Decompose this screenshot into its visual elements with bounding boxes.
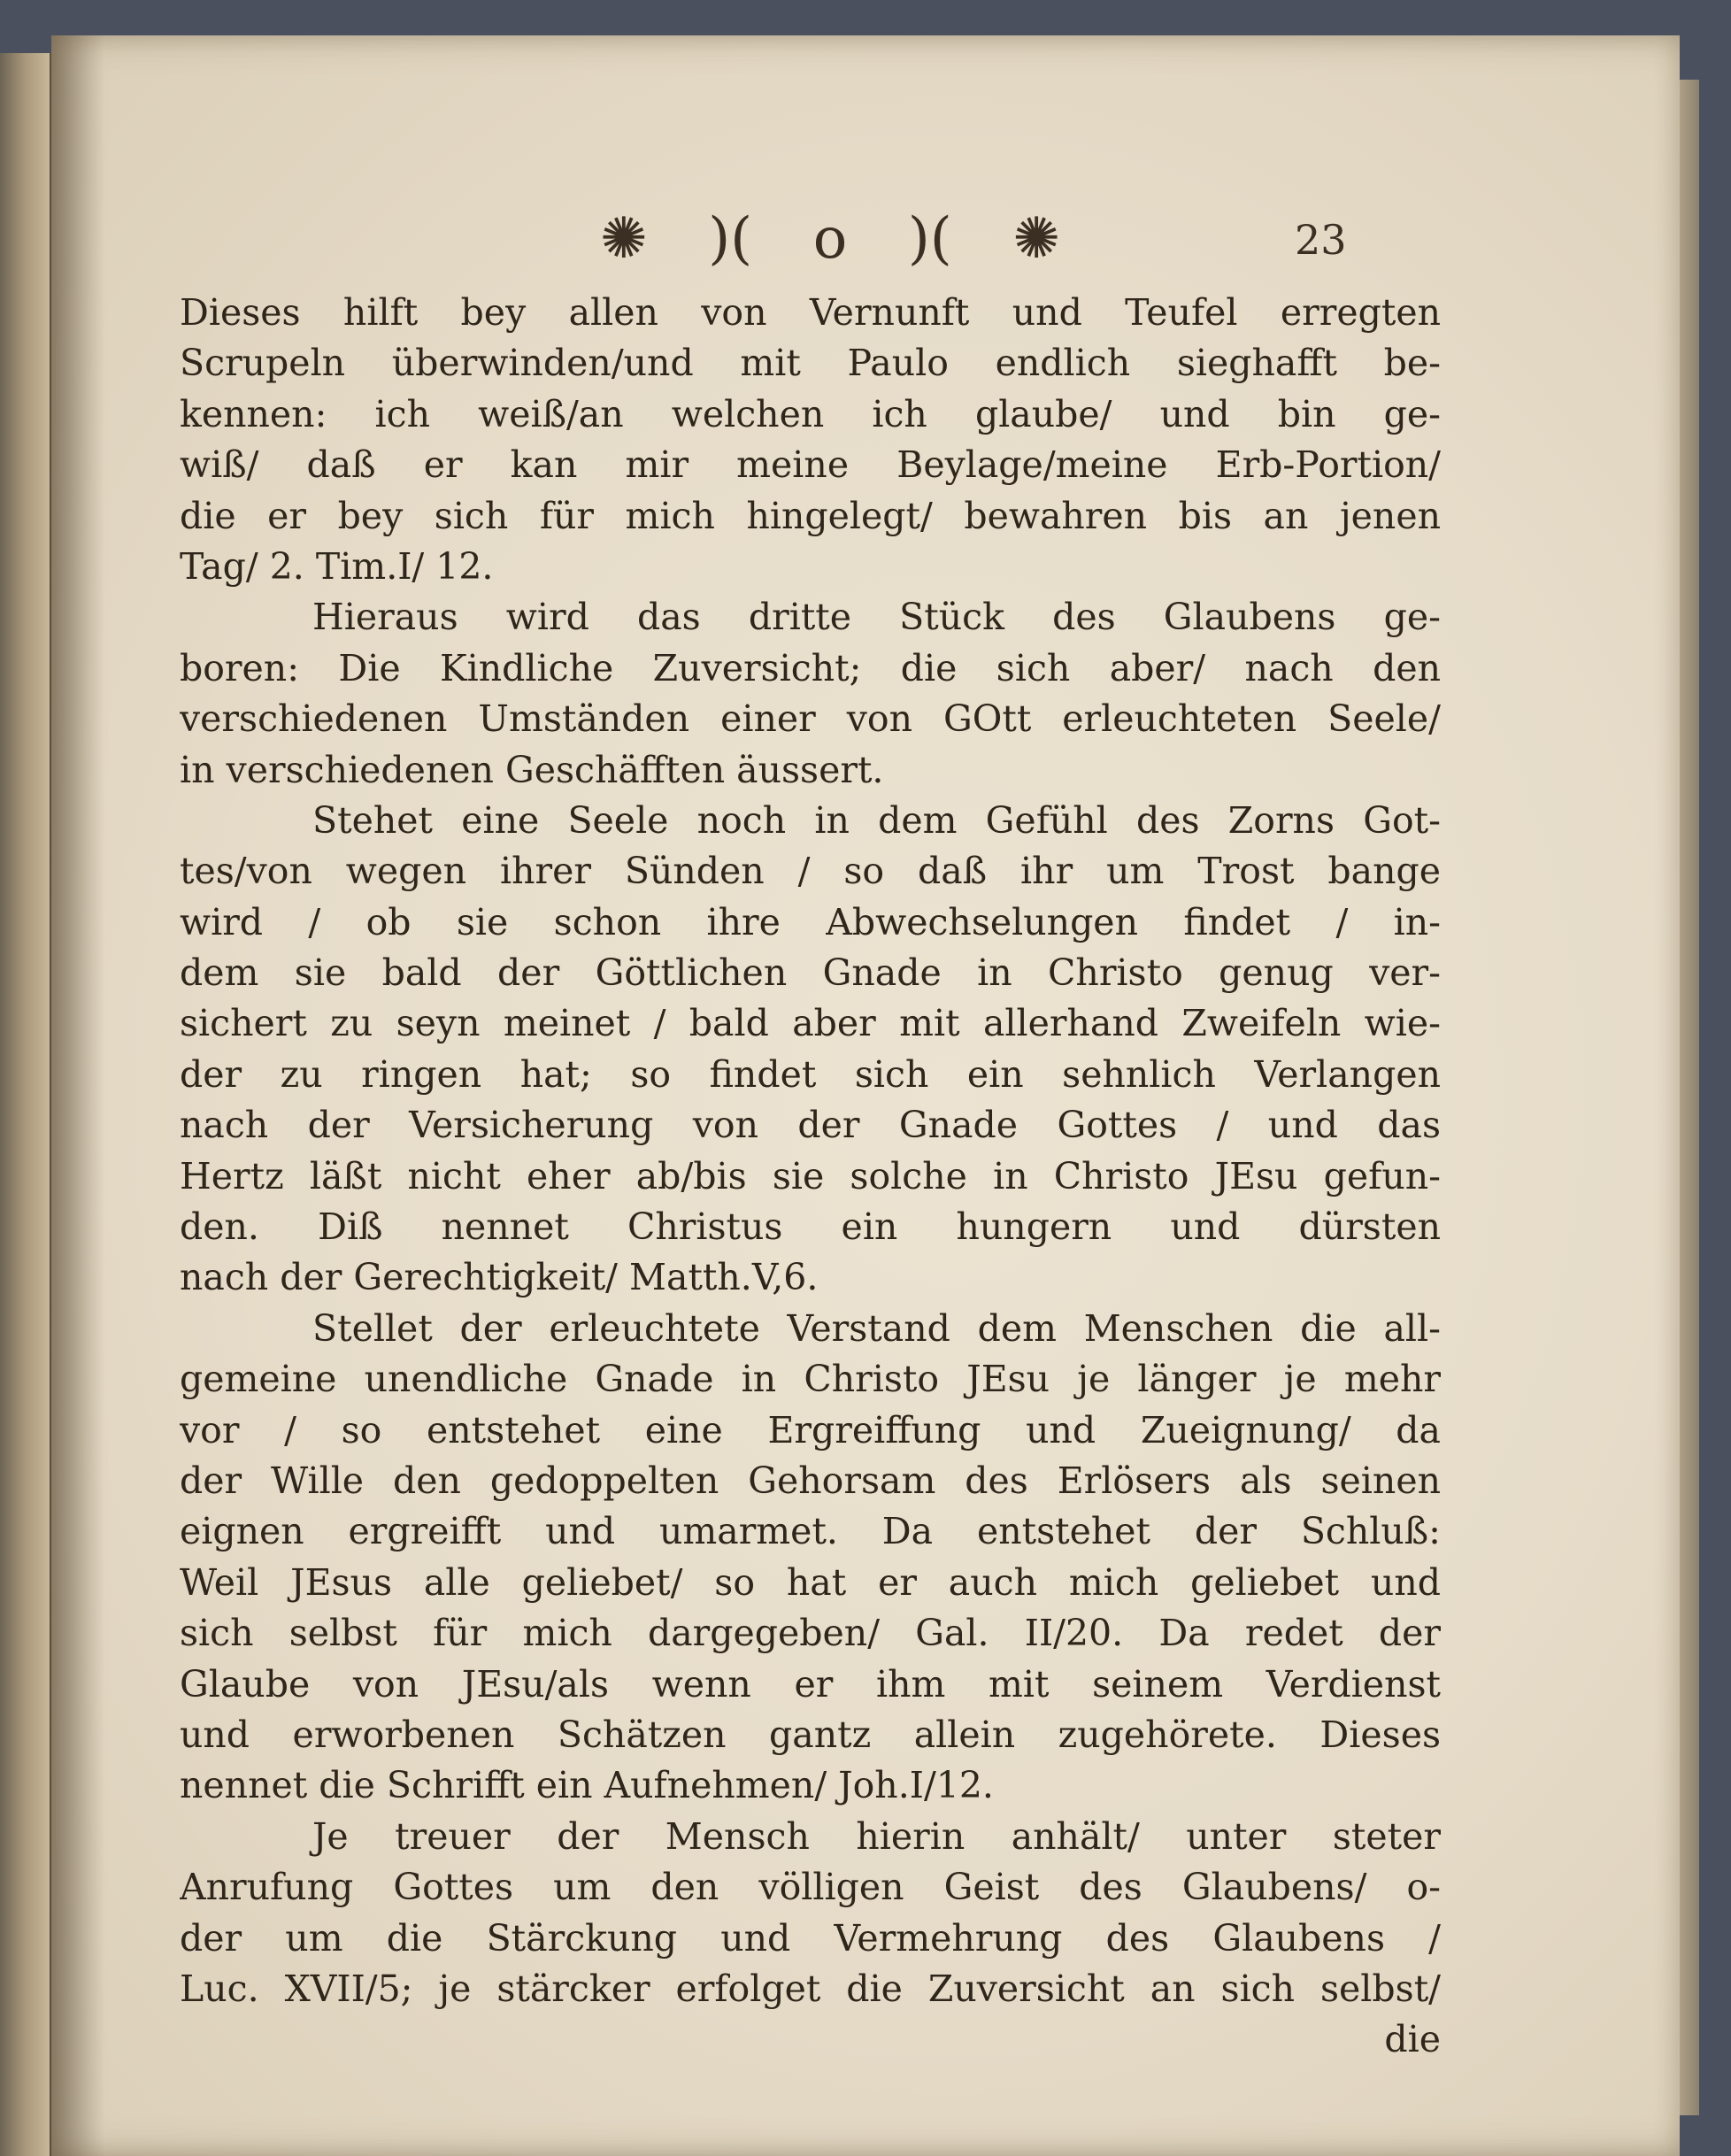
text-line: der zu ringen hat; so findet sich ein sehnlich Verlangen [180, 1052, 1441, 1096]
text-line: nennet die Schrifft ein Aufnehmen/ Joh.I/12. [180, 1764, 994, 1807]
text-line: den. Diß nennet Christus ein hungern und dürsten [180, 1205, 1441, 1249]
text-line: kennen: ich weiß/an welchen ich glaube/ und bin ge- [180, 392, 1441, 435]
text-line: vor / so entstehet eine Ergreiffung und Zueignung/ da [180, 1408, 1441, 1451]
header-ornament [600, 204, 1060, 274]
text-line: Hertz läßt nicht eher ab/bis sie solche in Christo JEsu gefun- [180, 1154, 1441, 1197]
text-line: in verschiedenen Geschäfften äussert. [180, 748, 884, 791]
body-text [180, 288, 1441, 2066]
text-line: Scrupeln überwinden/und mit Paulo endlich sieghafft be- [180, 342, 1441, 385]
text-line: Weil JEsus alle geliebet/ so hat er auch mich geliebet und [180, 1560, 1441, 1604]
page-number: 23 [1295, 216, 1347, 264]
rosette-ornament-left: ✺ [600, 206, 648, 272]
paragraph-start-line: Stellet der erleuchtete Verstand dem Menschen die all- [312, 1306, 1441, 1350]
left-page-edge [0, 53, 51, 2156]
text-line: sich selbst für mich dargegeben/ Gal. II/20. Da redet der [180, 1612, 1441, 1655]
text-line: wird / ob sie schon ihre Abwechselungen findet / in- [180, 900, 1441, 943]
text-line: verschiedenen Umständen einer von GOtt erleuchteten Seele/ [180, 697, 1441, 741]
paragraph-start-line: Hieraus wird das dritte Stück des Glaubens ge- [312, 596, 1441, 639]
text-line: Luc. XVII/5; je stärcker erfolget die Zuversicht an sich selbst/ [180, 1967, 1441, 2010]
text-line: nach der Versicherung von der Gnade Gottes / und das [180, 1104, 1441, 1147]
paragraph-start-line: Stehet eine Seele noch in dem Gefühl des Zorns Got- [312, 798, 1441, 842]
text-line: dem sie bald der Göttlichen Gnade in Christo genug ver- [180, 951, 1441, 995]
bracket-ornament-left: )( [708, 206, 753, 272]
text-line: der Wille den gedoppelten Gehorsam des Erlösers als seinen [180, 1459, 1441, 1502]
text-line: die er bey sich für mich hingelegt/ bewahren bis an jenen [180, 494, 1441, 537]
text-line: der um die Stärckung und Vermehrung des Glaubens / [180, 1916, 1441, 1960]
text-line: sichert zu seyn meinet / bald aber mit allerhand Zweifeln wie- [180, 1002, 1441, 1045]
book-page [51, 35, 1680, 2156]
circle-ornament: o [812, 206, 848, 272]
gutter-shadow [51, 35, 104, 2156]
rosette-ornament-right: ✺ [1012, 206, 1060, 272]
text-line: boren: Die Kindliche Zuversicht; die sich aber/ nach den [180, 646, 1441, 689]
text-line: und erworbenen Schätzen gantz allein zugehörete. Dieses [180, 1713, 1441, 1756]
text-line: gemeine unendliche Gnade in Christo JEsu je länger je mehr [180, 1358, 1441, 1401]
text-line: Anrufung Gottes um den völligen Geist des Glaubens/ o- [180, 1866, 1441, 1909]
catchword: die [1384, 2018, 1441, 2061]
text-line: tes/von wegen ihrer Sünden / so daß ihr um Trost bange [180, 850, 1441, 893]
text-line: eignen ergreifft und umarmet. Da entstehet der Schluß: [180, 1510, 1441, 1553]
text-line: Tag/ 2. Tim.I/ 12. [180, 544, 494, 588]
text-line: Dieses hilft bey allen von Vernunft und Teufel erregten [180, 291, 1441, 334]
text-line: Glaube von JEsu/als wenn er ihm mit seinem Verdienst [180, 1662, 1441, 1706]
paragraph-start-line: Je treuer der Mensch hierin anhält/ unter steter [312, 1814, 1441, 1858]
bracket-ornament-right: )( [907, 206, 952, 272]
text-line: wiß/ daß er kan mir meine Beylage/meine Erb-Portion/ [180, 443, 1441, 487]
text-line: nach der Gerechtigkeit/ Matth.V,6. [180, 1256, 819, 1299]
page-header [51, 204, 1680, 274]
